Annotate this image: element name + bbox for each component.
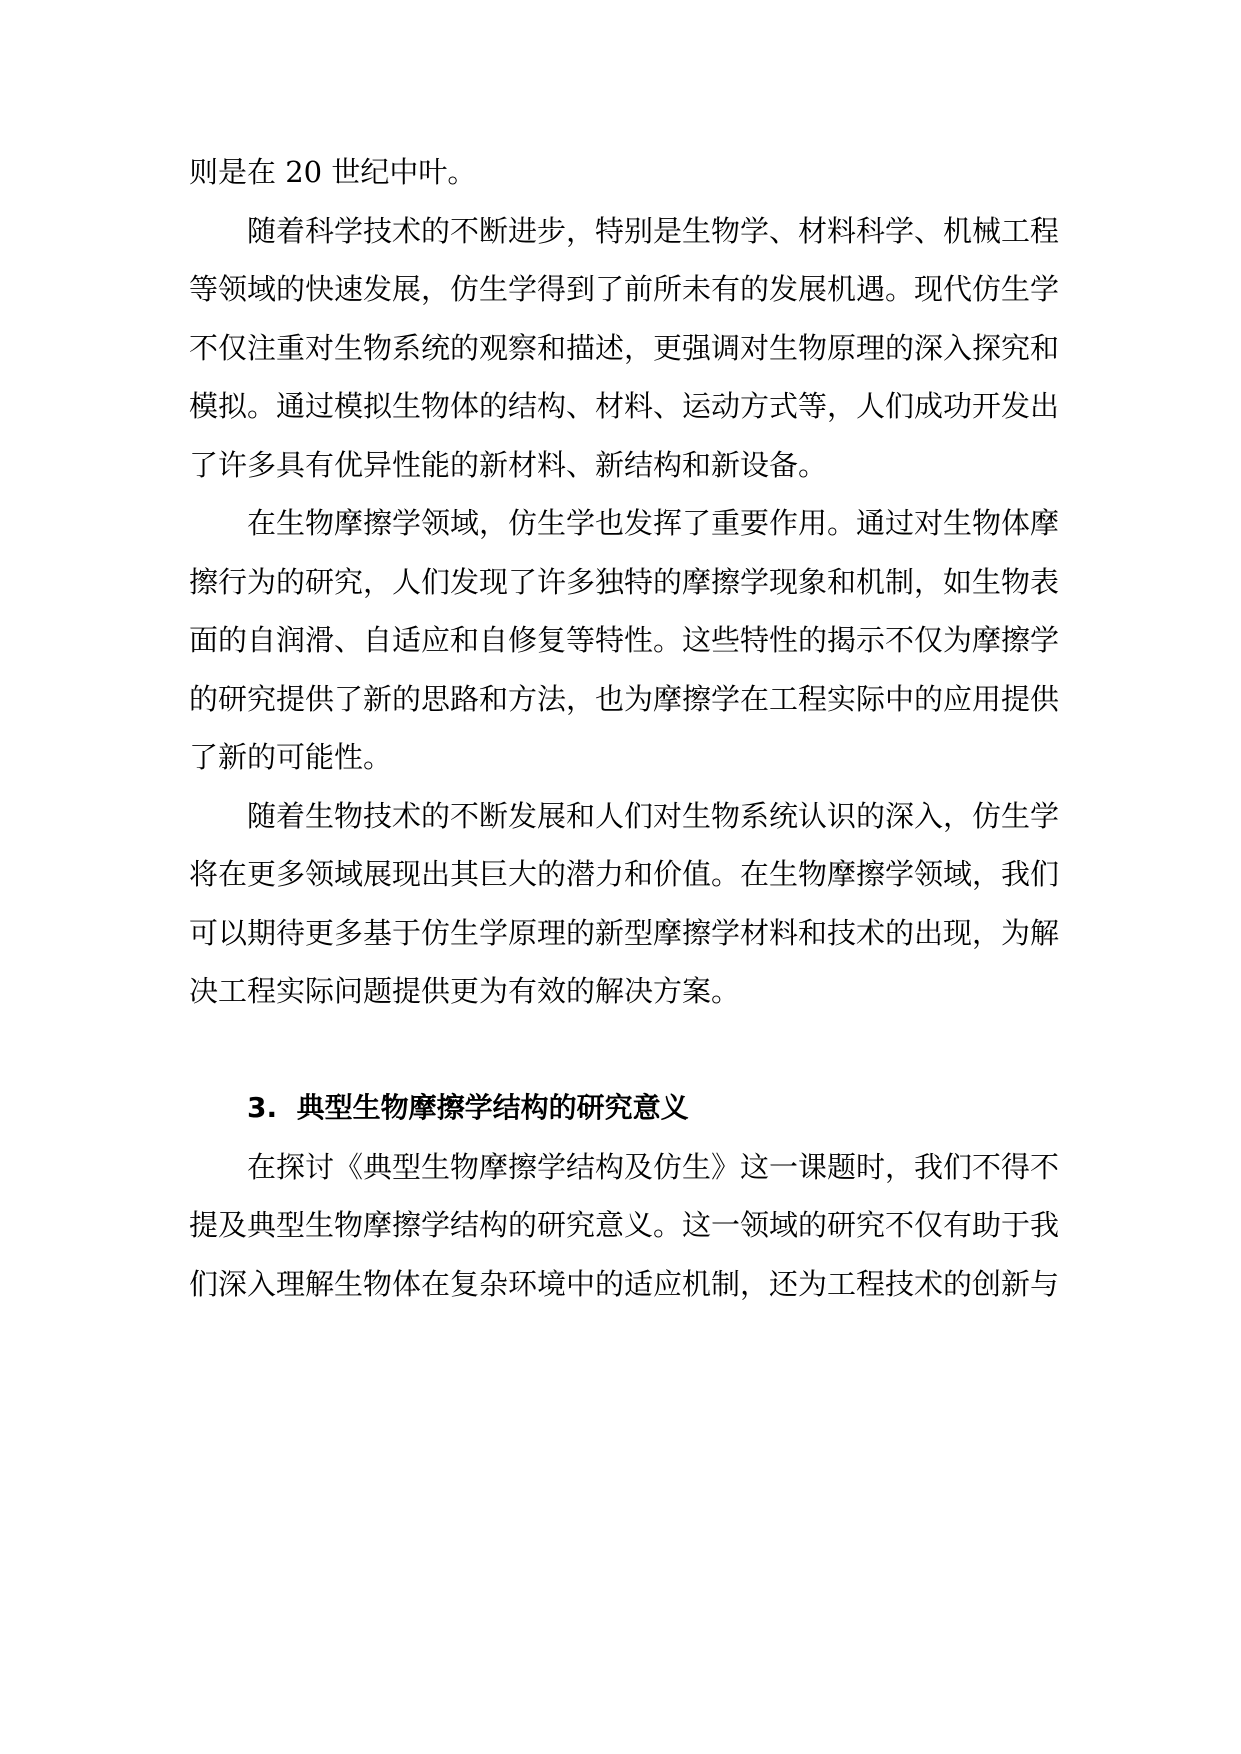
- paragraph-line: 了新的可能性。: [189, 740, 393, 774]
- section-spacer: [189, 1021, 1053, 1080]
- paragraph-line: 不仅注重对生物系统的观察和描述，更强调对生物原理的深入探究和: [189, 330, 1060, 365]
- section-title: 典型生物摩擦学结构的研究意义: [296, 1091, 689, 1124]
- paragraph: [189, 202, 1060, 495]
- paragraph: [189, 787, 1060, 1021]
- paragraph-line: 了许多具有优异性能的新材料、新结构和新设备。: [189, 447, 828, 482]
- section-number: 3.: [247, 1091, 278, 1124]
- paragraph: [189, 1138, 1060, 1314]
- paragraph-line: 模拟。通过模拟生物体的结构、材料、运动方式等，人们成功开发出: [189, 389, 1060, 423]
- paragraph-line: 决工程实际问题提供更为有效的解决方案。: [189, 974, 741, 1008]
- paragraph-line: 的研究提供了新的思路和方法，也为摩擦学在工程实际中的应用提供: [189, 681, 1060, 716]
- paragraph-line: 在生物摩擦学领域，仿生学也发挥了重要作用。通过对生物体摩: [247, 506, 1060, 540]
- paragraph-line: 可以期待更多基于仿生学原理的新型摩擦学材料和技术的出现，为解: [189, 915, 1060, 950]
- section-heading: [189, 1079, 1053, 1138]
- paragraph-line: 们深入理解生物体在复杂环境中的适应机制，还为工程技术的创新与: [189, 1266, 1060, 1301]
- paragraph-line: 等领域的快速发展，仿生学得到了前所未有的发展机遇。现代仿生学: [189, 272, 1060, 306]
- paragraph-line: 擦行为的研究，人们发现了许多独特的摩擦学现象和机制，如生物表: [189, 564, 1060, 599]
- paragraph-line: 面的自润滑、自适应和自修复等特性。这些特性的揭示不仅为摩擦学: [189, 623, 1060, 657]
- paragraph-line: 随着生物技术的不断发展和人们对生物系统认识的深入，仿生学: [247, 798, 1060, 833]
- paragraph: [189, 494, 1060, 787]
- paragraph-line: 将在更多领域展现出其巨大的潜力和价值。在生物摩擦学领域，我们: [189, 857, 1060, 891]
- document-body: [189, 143, 1060, 1313]
- paragraph-line: 在探讨《典型生物摩擦学结构及仿生》这一课题时，我们不得不: [247, 1149, 1060, 1184]
- paragraph-line: 提及典型生物摩擦学结构的研究意义。这一领域的研究不仅有助于我: [189, 1208, 1060, 1242]
- paragraph-line: 随着科学技术的不断进步，特别是生物学、材料科学、机械工程: [247, 213, 1060, 248]
- paragraph-line: 则是在 20 世纪中叶。: [189, 155, 477, 189]
